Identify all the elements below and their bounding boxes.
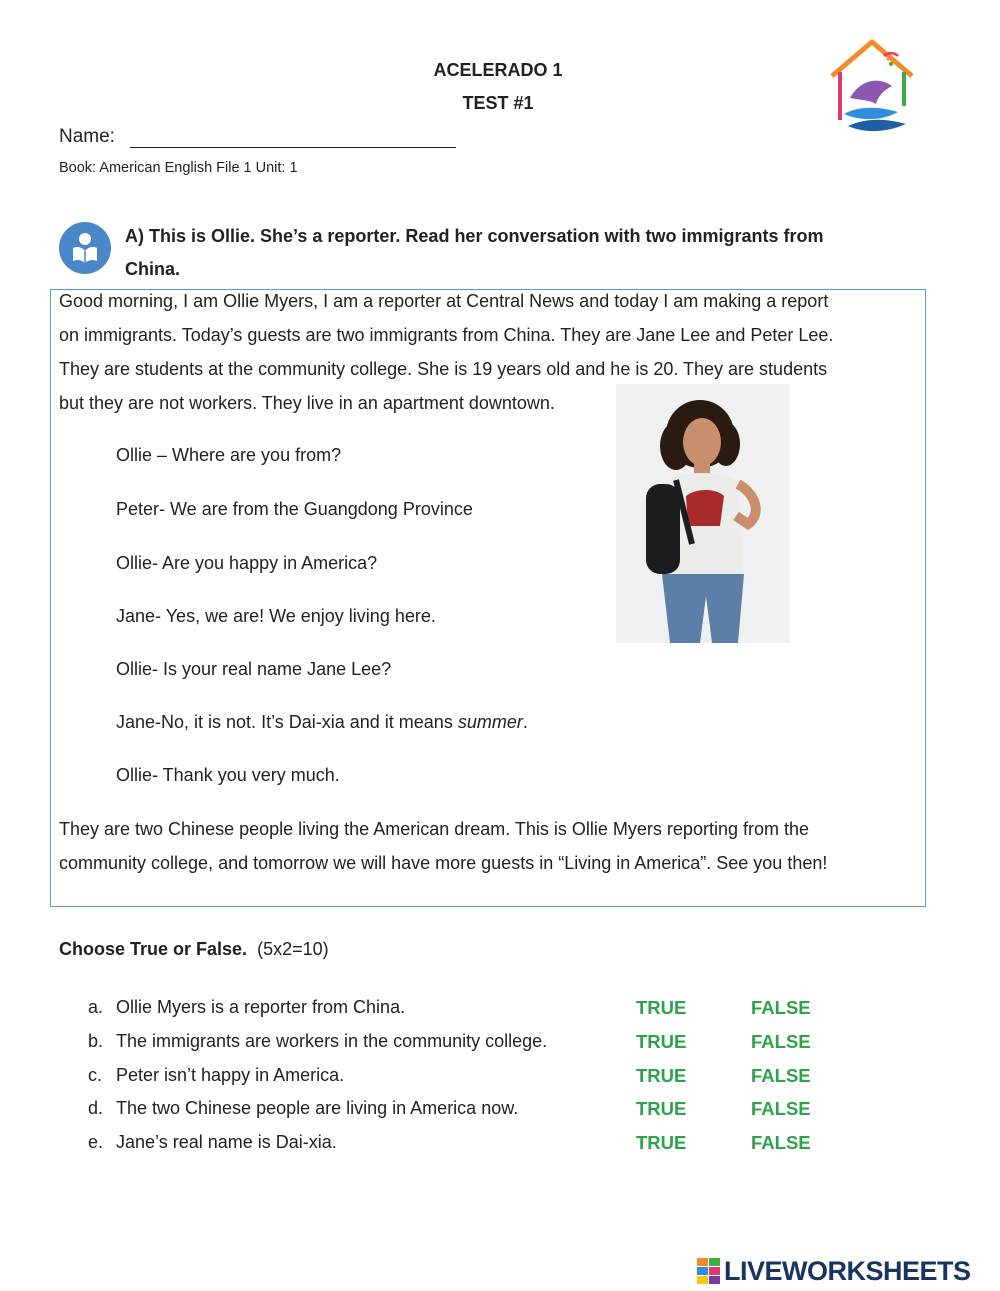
- dialogue-line: Ollie – Where are you from?: [116, 445, 342, 465]
- intro-paragraph: [59, 284, 919, 420]
- question-letter: c.: [88, 1065, 103, 1085]
- false-option[interactable]: FALSE: [751, 1098, 811, 1119]
- false-option[interactable]: FALSE: [751, 1031, 811, 1052]
- worksheet-title: ACELERADO 1: [433, 60, 563, 80]
- tf-question-row: [88, 1031, 848, 1055]
- dialogue-text: .: [522, 712, 528, 732]
- true-option[interactable]: TRUE: [636, 1031, 687, 1052]
- reading-icon: [59, 222, 111, 274]
- intro-line: They are students at the community college. She is 19 years old and he is 20. They are students: [59, 359, 828, 379]
- dialogue-text: Jane-No, it is not. It’s Dai-xia and it means: [116, 712, 458, 732]
- question-text: Ollie Myers is a reporter from China.: [116, 997, 406, 1017]
- dialogue-italic-word: summer: [457, 712, 523, 732]
- question-text: Jane’s real name is Dai-xia.: [116, 1132, 337, 1152]
- tf-question-row: [88, 1098, 848, 1122]
- instruction-line-2: China.: [125, 259, 181, 279]
- dialogue-line: Ollie- Is your real name Jane Lee?: [116, 659, 392, 679]
- tf-question-row: [88, 1065, 848, 1089]
- name-field-row: [59, 126, 456, 148]
- dialogue-line: Jane- Yes, we are! We enjoy living here.: [116, 606, 436, 626]
- section-a-instruction: [125, 220, 925, 286]
- brand-name: LIVEWORKSHEETS: [724, 1255, 971, 1286]
- test-number: TEST #1: [462, 93, 534, 113]
- name-input-line[interactable]: [130, 127, 456, 148]
- question-letter: e.: [88, 1132, 104, 1152]
- closing-line: They are two Chinese people living the American dream. This is Ollie Myers reporting from the: [59, 819, 809, 839]
- true-option[interactable]: TRUE: [636, 1098, 687, 1119]
- dialogue-line: Ollie- Are you happy in America?: [116, 553, 378, 573]
- true-option[interactable]: TRUE: [636, 1132, 687, 1153]
- intro-line: on immigrants. Today’s guests are two immigrants from China. They are Jane Lee and Peter Lee.: [59, 325, 834, 345]
- intro-line: but they are not workers. They live in an apartment downtown.: [59, 393, 555, 413]
- true-false-heading: [59, 939, 329, 960]
- question-letter: d.: [88, 1098, 104, 1118]
- closing-paragraph: [59, 812, 919, 880]
- intro-line: Good morning, I am Ollie Myers, I am a reporter at Central News and today I am making a report: [59, 291, 829, 311]
- question-letter: b.: [88, 1031, 104, 1051]
- true-option[interactable]: TRUE: [636, 997, 687, 1018]
- tf-question-row: [88, 1132, 848, 1156]
- question-text: The two Chinese people are living in America now.: [116, 1098, 519, 1118]
- house-hand-logo-icon: [826, 36, 918, 136]
- dialogue-line-real-name: [116, 712, 528, 733]
- dialogue-line: Ollie- Thank you very much.: [116, 765, 340, 785]
- school-logo: [826, 36, 918, 136]
- closing-line: community college, and tomorrow we will have more guests in “Living in America”. See you then!: [59, 853, 828, 873]
- question-text: Peter isn’t happy in America.: [116, 1065, 345, 1085]
- false-option[interactable]: FALSE: [751, 1132, 811, 1153]
- dialogue-line: Peter- We are from the Guangdong Province: [116, 499, 473, 519]
- true-option[interactable]: TRUE: [636, 1065, 687, 1086]
- liveworksheets-blocks-icon: [697, 1258, 721, 1284]
- points-label: (5x2=10): [257, 939, 329, 959]
- liveworksheets-logo: [697, 1254, 971, 1288]
- true-false-title: Choose True or False.: [59, 939, 248, 959]
- false-option[interactable]: FALSE: [751, 997, 811, 1018]
- instruction-line-1: A) This is Ollie. She’s a reporter. Read her conversation with two immigrants from: [125, 226, 824, 246]
- question-text: The immigrants are workers in the community college.: [116, 1031, 548, 1051]
- tf-question-row: [88, 997, 848, 1021]
- question-letter: a.: [88, 997, 104, 1017]
- name-label: Name:: [59, 126, 115, 147]
- false-option[interactable]: FALSE: [751, 1065, 811, 1086]
- reporter-photo: [616, 384, 790, 643]
- book-info: Book: American English File 1 Unit: 1: [59, 160, 298, 176]
